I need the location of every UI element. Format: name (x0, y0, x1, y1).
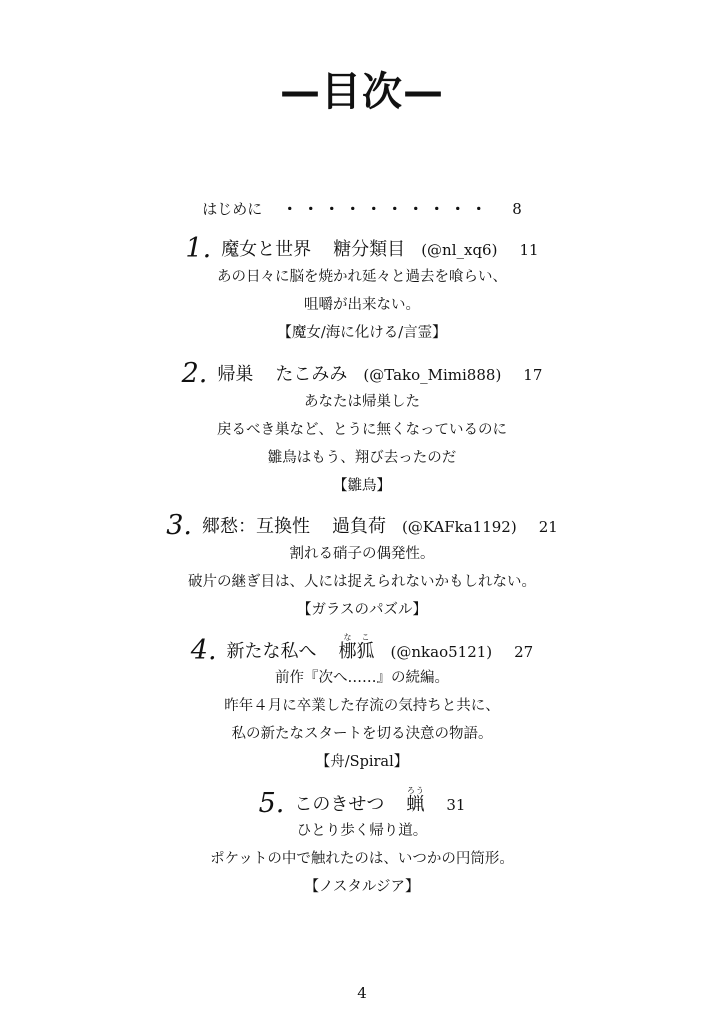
entry-page: 11 (519, 241, 539, 259)
entry-5-heading (0, 786, 724, 819)
entry-4-tags: 【舟/Spiral】 (315, 754, 409, 770)
entry-handle: (@nkao5121) (390, 643, 493, 661)
entry-number: 5. (258, 788, 285, 819)
entry-title: このきせつ (294, 794, 385, 815)
author-ruby: なこ (338, 633, 375, 642)
entry-page: 27 (514, 643, 534, 661)
entry-handle: (@KAFka1192) (401, 518, 517, 536)
entry-5-line-2: ポケットの中で触れたのは、いつかの円筒形。 (210, 851, 514, 867)
entry-title: 新たな私へ (226, 641, 317, 662)
entry-handle: (@Tako_Mimi888) (363, 366, 502, 384)
entry-4-line-2: 昨年４月に卒業した存流の気持ちと共に、 (224, 698, 500, 714)
entry-4-heading (0, 633, 724, 666)
entry-number: 1. (185, 233, 212, 264)
entry-3-heading (0, 512, 724, 541)
entry-title: 魔女と世界 (221, 239, 312, 260)
entry-title: 郷愁：互換性 (201, 516, 310, 537)
entry-2-line-2: 戻るべき巣など、とうに無くなっているのに (217, 422, 507, 438)
entry-4-line-1: 前作『次へ……』の続編。 (275, 670, 449, 686)
entry-page: 31 (446, 796, 466, 814)
entry-handle: (@nl_xq6) (421, 241, 498, 259)
entry-5-line-1: ひとり歩く帰り道。 (296, 823, 428, 839)
intro-page: 8 (512, 200, 522, 218)
entry-number: 2. (181, 358, 208, 389)
entry-1-tags: 【魔女/海に化ける/言霊】 (277, 325, 447, 341)
author-name: 梛狐 (338, 641, 375, 662)
entry-2-tags: 【雛鳥】 (333, 478, 391, 494)
entry-2-heading (0, 360, 724, 389)
leader-dots: ・・・・・・・・・・ (282, 200, 493, 218)
entry-title: 帰巣 (217, 364, 254, 385)
entry-3-tags: 【ガラスのパズル】 (296, 602, 428, 618)
entry-author (406, 786, 425, 815)
page-title: —目次— (280, 69, 444, 115)
entry-2-line-1: あなたは帰巣した (304, 394, 420, 410)
entry-5-tags: 【ノスタルジア】 (304, 879, 420, 895)
entry-page: 21 (538, 518, 558, 536)
entry-2-line-3: 雛鳥はもう、翔び去ったのだ (267, 450, 457, 466)
toc-intro-row (0, 199, 724, 219)
entry-1-line-1: あの日々に脳を焼かれ延々と過去を喰らい、 (217, 269, 507, 285)
author-ruby: ろう (406, 786, 425, 795)
entry-3-line-1: 割れる硝子の偶発性。 (289, 546, 435, 562)
entry-page: 17 (523, 366, 543, 384)
entry-3-line-2: 破片の継ぎ目は、人には捉えられないかもしれない。 (188, 574, 536, 590)
entry-author: 糖分類目 (333, 239, 406, 260)
entry-author (338, 633, 375, 662)
author-name: 蝋 (406, 794, 425, 815)
intro-label: はじめに (202, 200, 263, 218)
entry-4-line-3: 私の新たなスタートを切る決意の物語。 (231, 726, 493, 742)
entry-number: 4. (190, 635, 217, 666)
entry-author: 過負荷 (331, 516, 386, 537)
entry-1-heading (0, 235, 724, 264)
entry-author: たこみみ (275, 364, 348, 385)
entry-number: 3. (166, 510, 192, 541)
entry-1-line-2: 咀嚼が出来ない。 (304, 297, 420, 313)
page-number: 4 (357, 984, 367, 1002)
